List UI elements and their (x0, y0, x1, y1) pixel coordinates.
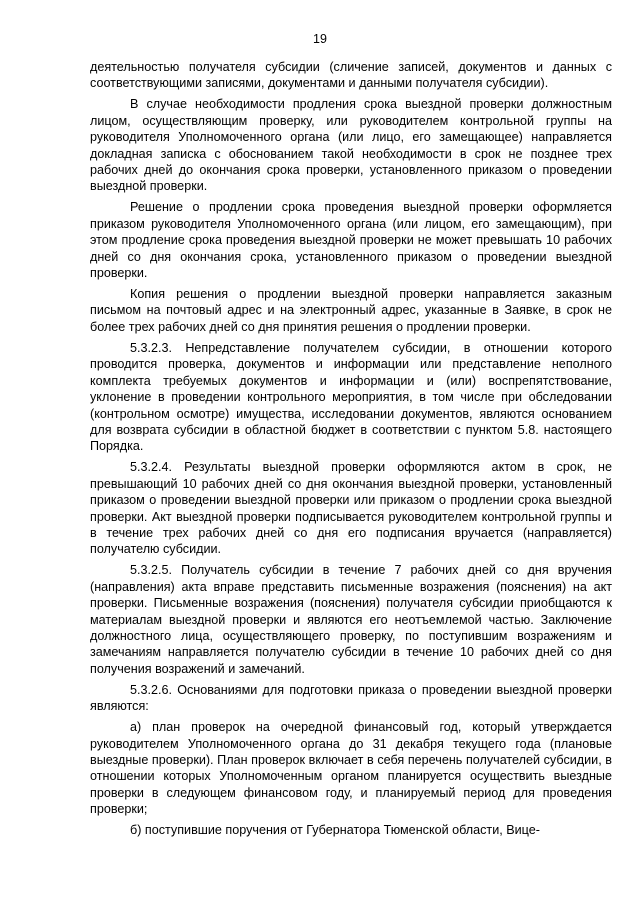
paragraph: 5.3.2.6. Основаниями для подготовки приказа о проведении выездной проверки являются: (90, 682, 612, 714)
paragraph: Решение о продлении срока проведения выездной проверки оформляется приказом руководителя Уполномоченного органа (или лицом, его замещающим), при этом продление срока проведения выездной проверки не может превышать 10 рабочих дней со дня окончания срока, установленного приказом о проведении выездной проверки. (90, 200, 612, 281)
paragraph: а) план проверок на очередной финансовый год, который утверждается руководителем Уполномоченного органа до 31 декабря текущего года (плановые выездные проверки). План проверок включает в себя перечень получателей субсидии, в отношении которых Уполномоченным органом планируется осуществить выездные проверки в следующем финансовом году, и планируемый период для проведения проверки; (90, 720, 612, 817)
document-body (90, 59, 612, 843)
paragraph: В случае необходимости продления срока выездной проверки должностным лицом, осуществляющим проверку, или руководителем контрольной группы на руководителя Уполномоченного органа (или лицо, его замещающее) направляется докладная записка с обоснованием такой необходимости в срок не позднее трех рабочих дней до окончания срока проверки, установленного приказом о проведении выездной проверки. (90, 97, 612, 194)
paragraph: 5.3.2.3. Непредставление получателем субсидии, в отношении которого проводится проверка, документов и информации или представление неполного комплекта требуемых документов и информации и (или) воспрепятствование, уклонение в проведении контрольного мероприятия, в том числе при обследовании (контрольном осмотре) имущества, исследовании документов, являются основанием для возврата субсидии в областной бюджет в соответствии с пунктом 5.8. настоящего Порядка. (90, 340, 612, 454)
paragraph: 5.3.2.5. Получатель субсидии в течение 7 рабочих дней со дня вручения (направления) акта вправе представить письменные возражения (пояснения) на акт проверки. Письменные возражения (пояснения) получателя субсидии приобщаются к материалам выездной проверки и являются его неотъемлемой частью. Заключение должностного лица, осуществляющего проверку, по поступившим возражениям и замечаниям направляется получателю субсидии в течение 10 рабочих дней со дня получения возражений и замечаний. (90, 563, 612, 676)
paragraph: 5.3.2.4. Результаты выездной проверки оформляются актом в срок, не превышающий 10 рабочих дней со дня окончания выездной проверки, установленный приказом о проведении выездной проверки или приказом о продлении срока выездной проверки. Акт выездной проверки подписывается руководителем контрольной группы и в течение трех рабочих дней со дня его подписания вручается (направляется) получателю субсидии. (90, 460, 612, 557)
paragraph: б) поступившие поручения от Губернатора Тюменской области, Вице- (130, 823, 540, 838)
paragraph: Копия решения о продлении выездной проверки направляется заказным письмом на почтовый адрес и на электронный адрес, указанные в Заявке, в срок не более трех рабочих дней со дня принятия решения о продлении проверки. (90, 287, 612, 334)
paragraph: деятельностью получателя субсидии (сличение записей, документов и данных с соответствующими записями, документами и данными получателя субсидии). (90, 60, 612, 91)
page-number: 19 (313, 32, 327, 46)
